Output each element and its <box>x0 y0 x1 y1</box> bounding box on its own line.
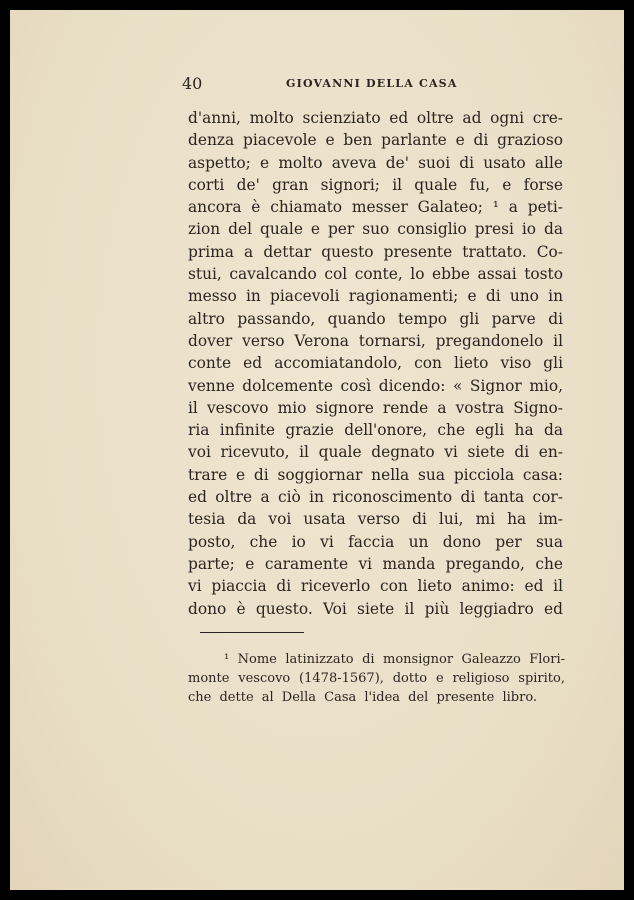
text-line: parte; e caramente vi manda pregando, che <box>188 554 563 573</box>
text-line: dono è questo. Voi siete il più leggiadro ed <box>188 599 563 618</box>
page-header <box>182 74 560 96</box>
text-line: d'anni, molto scienziato ed oltre ad ogni cre- <box>188 109 563 127</box>
text-line: voi ricevuto, il quale degnato vi siete di en- <box>188 443 563 462</box>
text-line: ancora è chiamato messer Galateo; ¹ a peti- <box>188 198 563 217</box>
running-title: GIOVANNI DELLA CASA <box>286 77 458 90</box>
text-line: tesia da voi usata verso di lui, mi ha im- <box>188 510 563 529</box>
text-line: dover verso Verona tornarsi, pregandonelo il <box>188 331 563 350</box>
footnote-line: monte vescovo (1478-1567), dotto e religioso spirito, <box>188 671 565 686</box>
page-number: 40 <box>182 74 203 93</box>
text-line: denza piacevole e ben parlante e di grazioso <box>188 131 563 150</box>
text-line: zion del quale e per suo consiglio presi io da <box>188 220 563 239</box>
text-line: stui, cavalcando col conte, lo ebbe assai tosto <box>188 265 563 284</box>
footnote-line: ¹ Nome latinizzato di monsignor Galeazzo Flori- <box>224 652 565 667</box>
footnote-line: che dette al Della Casa l'idea del presente libro. <box>188 690 538 705</box>
text-line: altro passando, quando tempo gli parve di <box>188 309 563 328</box>
text-line: trare e di soggiornar nella sua picciola casa: <box>188 465 563 484</box>
footnote-rule <box>200 632 304 633</box>
text-line: vi piaccia di riceverlo con lieto animo: ed il <box>188 577 563 596</box>
text-line: ed oltre a ciò in riconoscimento di tanta cor- <box>188 488 563 507</box>
book-page <box>10 10 624 890</box>
text-line: posto, che io vi faccia un dono per sua <box>188 532 563 551</box>
text-line: corti de' gran signori; il quale fu, e forse <box>188 175 563 194</box>
text-line: conte ed accomiatandolo, con lieto viso gli <box>188 354 563 373</box>
text-line: ria infinite grazie dell'onore, che egli ha da <box>188 421 563 440</box>
text-line: aspetto; e molto aveva de' suoi di usato alle <box>188 153 563 172</box>
footnote <box>188 650 565 707</box>
text-line: prima a dettar questo presente trattato. Co- <box>188 242 563 261</box>
text-line: il vescovo mio signore rende a vostra Signo- <box>188 398 563 417</box>
main-text <box>188 107 563 620</box>
text-line: messo in piacevoli ragionamenti; e di uno in <box>188 287 563 306</box>
text-line: venne dolcemente così dicendo: « Signor mio, <box>188 376 563 395</box>
